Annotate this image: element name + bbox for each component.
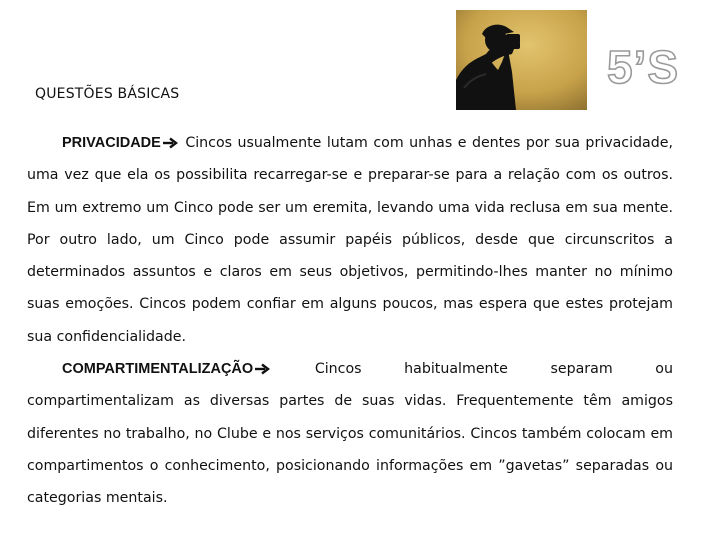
word: Cincos xyxy=(314,361,362,378)
section-title: QUESTÕES BÁSICAS xyxy=(35,86,180,102)
heading-privacidade: PRIVACIDADE xyxy=(62,135,161,151)
paragraph-compartimentalizacao-first-line xyxy=(62,353,673,385)
word: habitualmente xyxy=(404,361,508,378)
paragraph-compartimentalizacao-text: compartimentalizam as diversas partes de suas vidas. Frequentemente têm amigos diferentes no trabalho, no Clube e nos serviços comunitários. Cincos também colocam em compartimentos o conhecimento, posicionando informações em ”gavetas” separadas ou categorias mentais. xyxy=(27,393,673,507)
paragraph-privacidade-text: Cincos usualmente lutam com unhas e dentes por sua privacidade, uma vez que ela os possibilita recarregar-se e preparar-se para a relação com os outros. Em um extremo um Cinco pode ser um eremita, levando uma vida reclusa em sua mente. Por outro lado, um Cinco pode assumir papéis públicos, desde que circunscritos a determinados assuntos e claros em seus objetivos, permitindo-lhes manter no mínimo suas emoções. Cincos podem confiar em alguns poucos, mas espera que estes protejam sua confidencialidade. xyxy=(27,135,673,345)
person-with-binoculars-icon xyxy=(456,10,587,110)
word: separam xyxy=(550,361,613,378)
paragraph-privacidade xyxy=(27,127,673,353)
arrow-right-icon xyxy=(254,363,270,375)
heading-compartimentalizacao: COMPARTIMENTALIZAÇÃO xyxy=(62,361,254,378)
binoculars-photo xyxy=(456,10,587,110)
word: ou xyxy=(655,361,673,378)
arrow-right-icon xyxy=(162,137,178,149)
document-body xyxy=(27,127,673,515)
brand-logo: 5’S xyxy=(607,41,680,93)
